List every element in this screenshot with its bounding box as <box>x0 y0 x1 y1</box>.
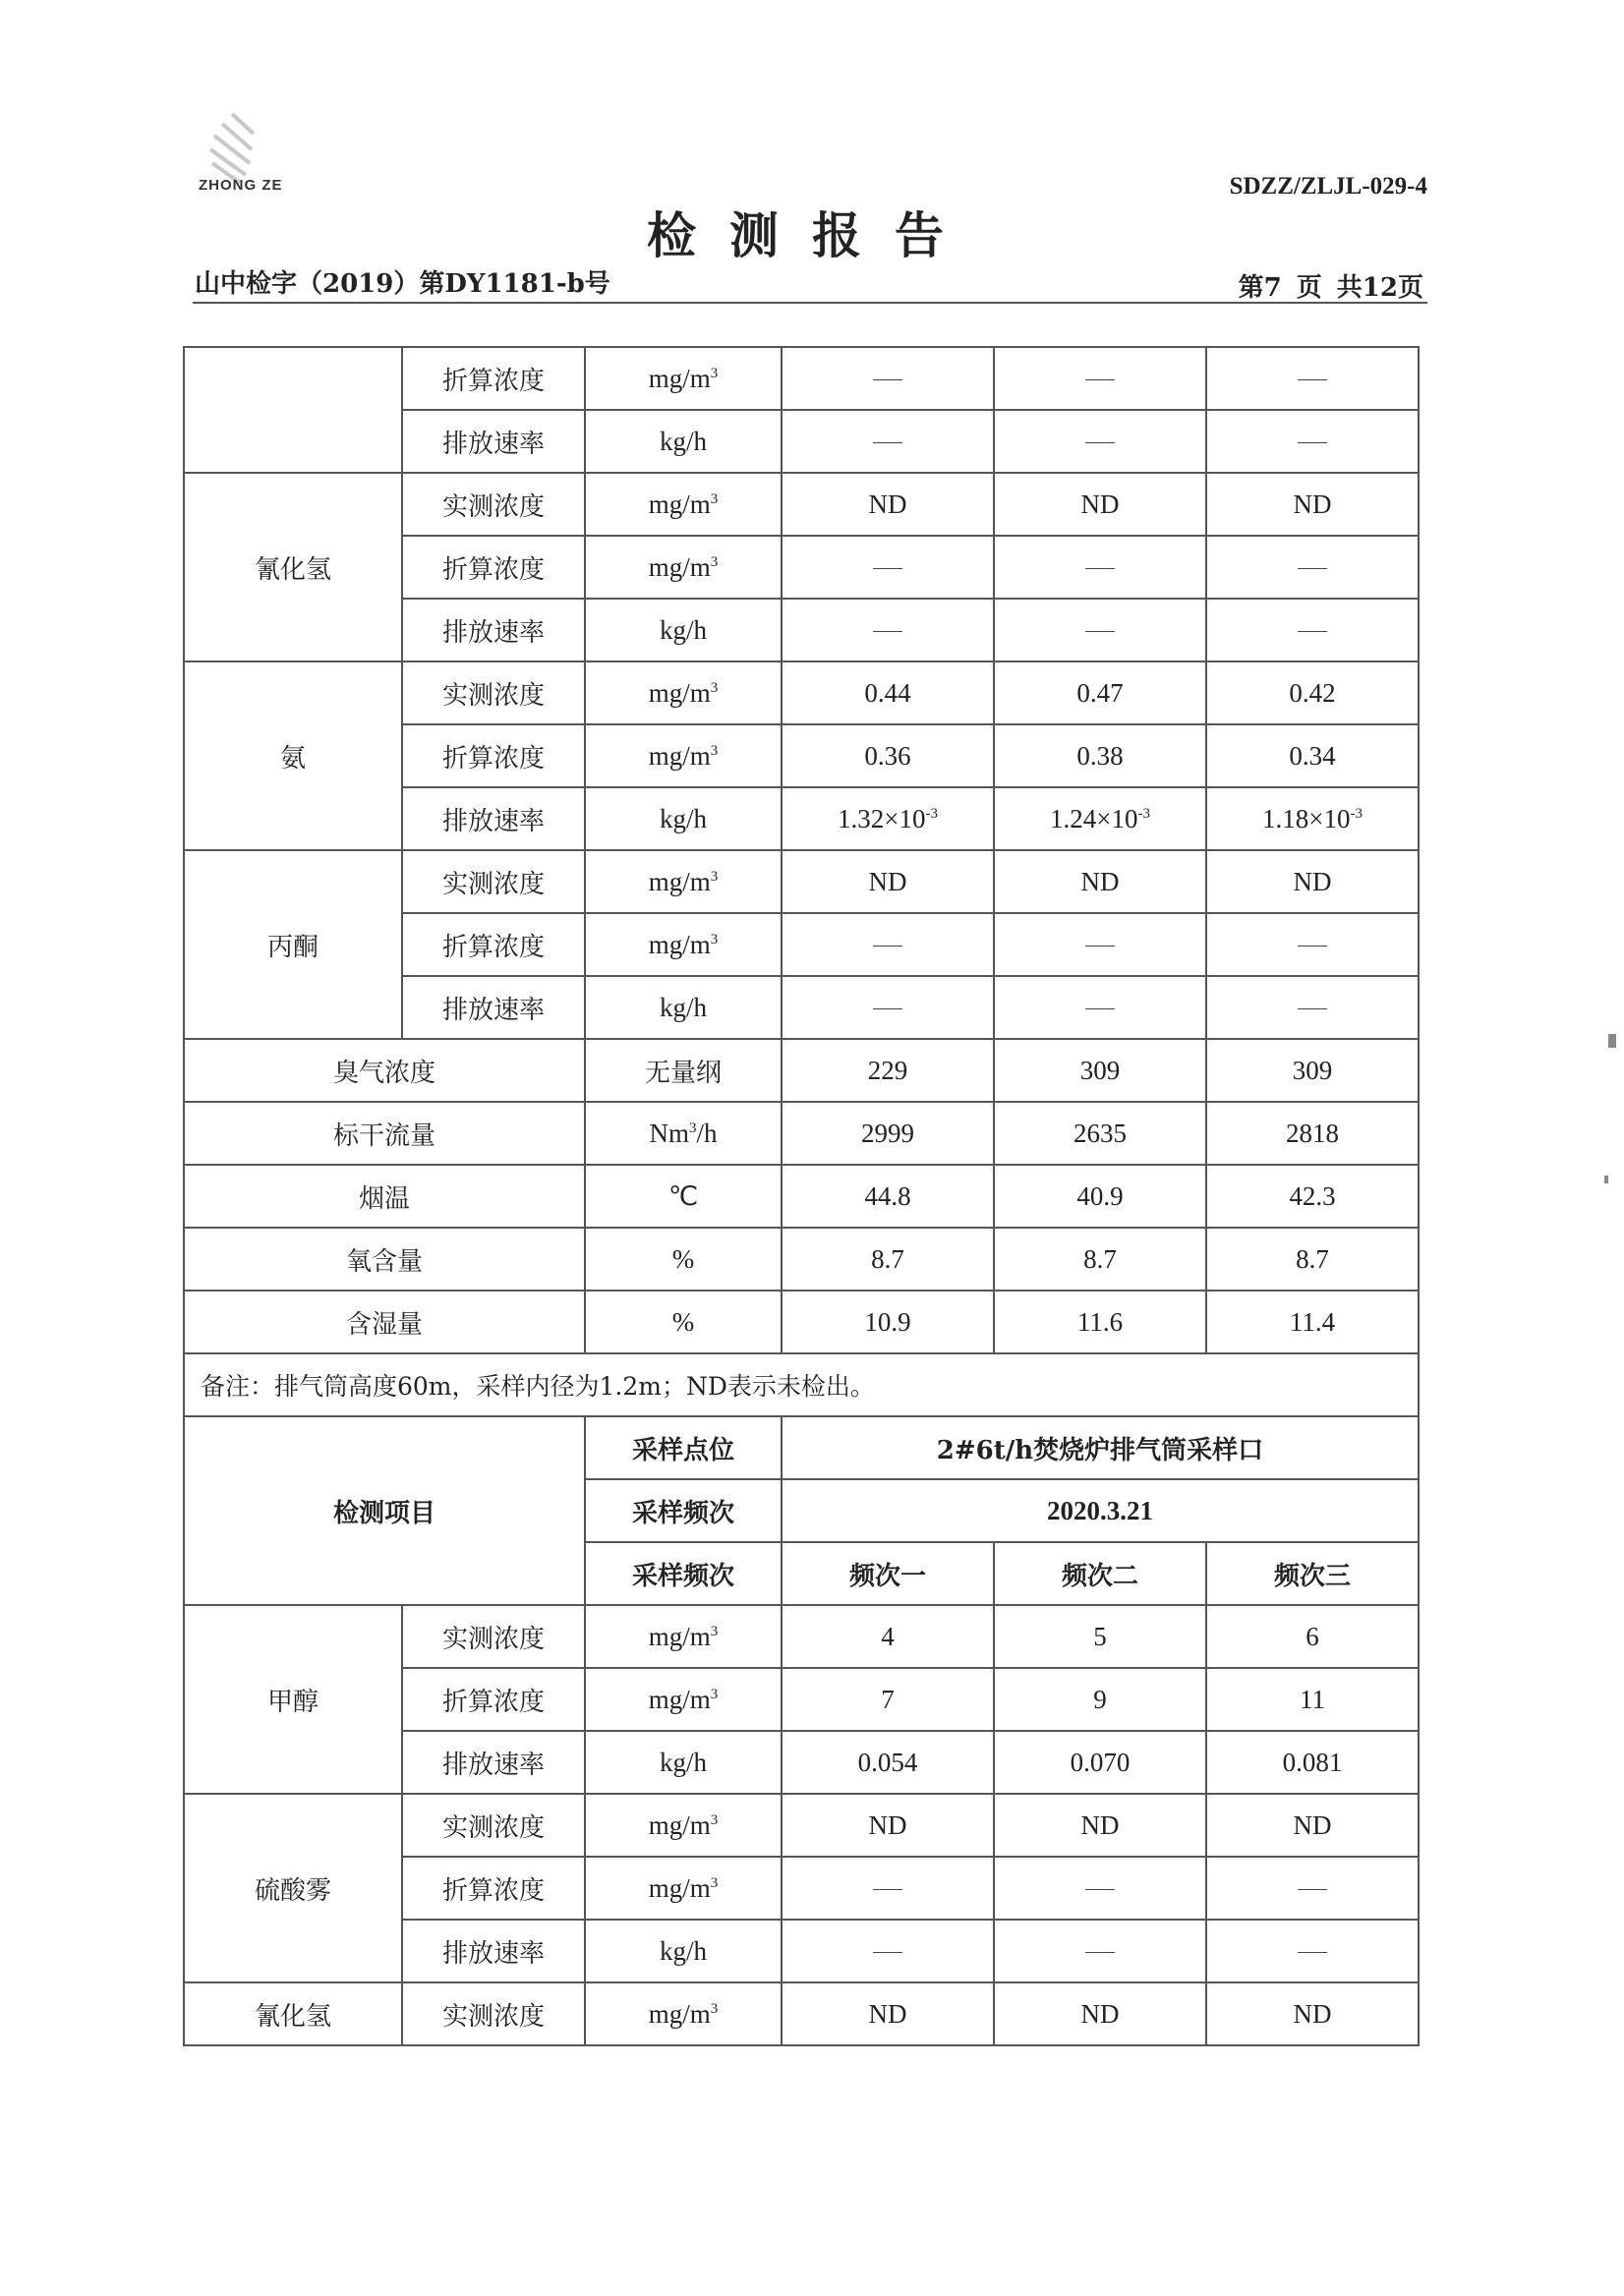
unit-cell: kg/h <box>585 599 782 661</box>
freq-header: 频次一 <box>782 1542 994 1605</box>
unit-cell: $mg/m^3$ <box>585 347 782 410</box>
value-cell: ND <box>782 1982 994 2045</box>
value-cell <box>994 599 1206 661</box>
unit-cell: $mg/m^3$ <box>585 1982 782 2045</box>
unit-cell: $mg/m^3$ <box>585 473 782 536</box>
param-label: 折算浓度 <box>402 1857 585 1920</box>
page-title: 检测报告 <box>647 206 977 264</box>
unit-cell: $mg/m^3$ <box>585 1857 782 1920</box>
value-cell: 0.47 <box>994 661 1206 724</box>
value-cell: 10.9 <box>782 1291 994 1353</box>
param-label: 排放速率 <box>402 1920 585 1982</box>
value-cell: ND <box>782 850 994 913</box>
pollutant-name: 硫酸雾 <box>184 1794 402 1982</box>
value-cell: 0.34 <box>1206 724 1419 787</box>
remarks-note: 备注：排气筒高度60m，采样内径为1.2m；ND表示未检出。 <box>184 1353 1419 1416</box>
table-row <box>184 1165 1419 1228</box>
param-label: 实测浓度 <box>402 1982 585 2045</box>
item-header: 检测项目 <box>184 1416 585 1605</box>
param-name: 烟温 <box>184 1165 585 1228</box>
freq-header: 频次二 <box>994 1542 1206 1605</box>
freq-header: 频次三 <box>1206 1542 1419 1605</box>
pollutant-name: 甲醇 <box>184 1605 402 1794</box>
pollutant-name: 氰化氢 <box>184 1982 402 2045</box>
value-cell <box>1206 1857 1419 1920</box>
value-cell <box>1206 347 1419 410</box>
value-cell: 8.7 <box>782 1228 994 1291</box>
value-cell: 9 <box>994 1668 1206 1731</box>
table-row <box>184 347 1419 410</box>
value-cell: 40.9 <box>994 1165 1206 1228</box>
table-row <box>184 1982 1419 2045</box>
value-cell: 11.4 <box>1206 1291 1419 1353</box>
table-row <box>184 473 1419 536</box>
unit-cell: $mg/m^3$ <box>585 536 782 599</box>
sampling-freq-label: 采样频次 <box>585 1479 782 1542</box>
unit-cell: Nm$^3$/h <box>585 1102 782 1165</box>
report-number: 山中检字（2019）第DY1181-b号 <box>195 269 610 299</box>
value-cell <box>994 536 1206 599</box>
param-label: 折算浓度 <box>402 1668 585 1731</box>
param-label: 排放速率 <box>402 976 585 1039</box>
pollutant-name: 氨 <box>184 661 402 850</box>
header-rule <box>193 302 1427 304</box>
page-info: 第7 页 共12页 <box>1238 273 1423 303</box>
unit-cell: kg/h <box>585 410 782 473</box>
table-row <box>184 1416 1419 1479</box>
param-label: 折算浓度 <box>402 347 585 410</box>
value-cell: ND <box>994 1794 1206 1857</box>
value-cell: 8.7 <box>1206 1228 1419 1291</box>
value-cell <box>994 410 1206 473</box>
pollutant-name: 丙酮 <box>184 850 402 1039</box>
value-cell <box>782 1920 994 1982</box>
sampling-freq-label: 采样频次 <box>585 1542 782 1605</box>
value-cell: 309 <box>1206 1039 1419 1102</box>
value-cell: 0.44 <box>782 661 994 724</box>
logo-text: ZHONG ZE <box>199 177 283 194</box>
unit-cell: kg/h <box>585 1731 782 1794</box>
value-cell: 11.6 <box>994 1291 1206 1353</box>
value-cell <box>782 410 994 473</box>
unit-cell: $mg/m^3$ <box>585 850 782 913</box>
document-code: SDZZ/ZLJL-029-4 <box>1229 173 1427 200</box>
param-label: 排放速率 <box>402 787 585 850</box>
value-cell: ND <box>1206 1794 1419 1857</box>
value-cell: 44.8 <box>782 1165 994 1228</box>
param-label: 折算浓度 <box>402 536 585 599</box>
value-cell <box>1206 599 1419 661</box>
unit-cell: kg/h <box>585 976 782 1039</box>
value-cell <box>1206 536 1419 599</box>
value-cell: 8.7 <box>994 1228 1206 1291</box>
value-cell: 309 <box>994 1039 1206 1102</box>
scan-mark <box>1608 1034 1616 1048</box>
unit-cell: kg/h <box>585 1920 782 1982</box>
param-name: 标干流量 <box>184 1102 585 1165</box>
sampling-date: 2020.3.21 <box>782 1479 1419 1542</box>
value-cell: $1.18\times 10^{-3}$ <box>1206 787 1419 850</box>
scan-mark <box>1604 1176 1608 1183</box>
value-cell: ND <box>1206 850 1419 913</box>
value-cell <box>782 347 994 410</box>
value-cell <box>782 536 994 599</box>
value-cell: 11 <box>1206 1668 1419 1731</box>
param-label: 实测浓度 <box>402 1794 585 1857</box>
param-label: 排放速率 <box>402 410 585 473</box>
value-cell: 5 <box>994 1605 1206 1668</box>
value-cell: ND <box>782 473 994 536</box>
table-row <box>184 1102 1419 1165</box>
value-cell: 229 <box>782 1039 994 1102</box>
unit-cell: $mg/m^3$ <box>585 1605 782 1668</box>
value-cell: 0.36 <box>782 724 994 787</box>
value-cell <box>994 976 1206 1039</box>
value-cell: 4 <box>782 1605 994 1668</box>
value-cell <box>1206 410 1419 473</box>
unit-cell: $mg/m^3$ <box>585 913 782 976</box>
param-label: 排放速率 <box>402 1731 585 1794</box>
param-label: 实测浓度 <box>402 850 585 913</box>
unit-cell: ℃ <box>585 1165 782 1228</box>
test-results-table <box>183 346 1420 2046</box>
value-cell: 0.054 <box>782 1731 994 1794</box>
value-cell: ND <box>782 1794 994 1857</box>
value-cell <box>782 599 994 661</box>
table-row <box>184 1794 1419 1857</box>
value-cell: 0.38 <box>994 724 1206 787</box>
sampling-point-label: 采样点位 <box>585 1416 782 1479</box>
pollutant-name: 氰化氢 <box>184 473 402 661</box>
value-cell <box>1206 913 1419 976</box>
table-row <box>184 1228 1419 1291</box>
param-name: 臭气浓度 <box>184 1039 585 1102</box>
param-label: 排放速率 <box>402 599 585 661</box>
value-cell <box>994 1857 1206 1920</box>
value-cell <box>782 976 994 1039</box>
value-cell: ND <box>1206 1982 1419 2045</box>
value-cell: ND <box>994 1982 1206 2045</box>
table-row <box>184 1039 1419 1102</box>
value-cell: ND <box>994 473 1206 536</box>
table-row <box>184 1605 1419 1668</box>
value-cell <box>782 1857 994 1920</box>
value-cell <box>782 913 994 976</box>
param-label: 实测浓度 <box>402 473 585 536</box>
value-cell: 2635 <box>994 1102 1206 1165</box>
value-cell: 0.081 <box>1206 1731 1419 1794</box>
value-cell: 6 <box>1206 1605 1419 1668</box>
value-cell <box>994 347 1206 410</box>
unit-cell: 无量纲 <box>585 1039 782 1102</box>
unit-cell: % <box>585 1228 782 1291</box>
value-cell: $1.32\times 10^{-3}$ <box>782 787 994 850</box>
unit-cell: $mg/m^3$ <box>585 661 782 724</box>
param-name: 氧含量 <box>184 1228 585 1291</box>
param-label: 折算浓度 <box>402 724 585 787</box>
value-cell: 0.42 <box>1206 661 1419 724</box>
value-cell <box>1206 976 1419 1039</box>
value-cell: 0.070 <box>994 1731 1206 1794</box>
param-label: 折算浓度 <box>402 913 585 976</box>
value-cell: ND <box>1206 473 1419 536</box>
value-cell: 42.3 <box>1206 1165 1419 1228</box>
value-cell <box>1206 1920 1419 1982</box>
table-row <box>184 1291 1419 1353</box>
unit-cell: kg/h <box>585 787 782 850</box>
unit-cell: $mg/m^3$ <box>585 1668 782 1731</box>
unit-cell: % <box>585 1291 782 1353</box>
unit-cell: $mg/m^3$ <box>585 724 782 787</box>
value-cell: ND <box>994 850 1206 913</box>
group-cell-continued <box>184 347 402 473</box>
param-name: 含湿量 <box>184 1291 585 1353</box>
value-cell: $1.24\times 10^{-3}$ <box>994 787 1206 850</box>
value-cell: 2818 <box>1206 1102 1419 1165</box>
value-cell <box>994 1920 1206 1982</box>
table-row <box>184 1353 1419 1416</box>
param-label: 实测浓度 <box>402 661 585 724</box>
param-label: 实测浓度 <box>402 1605 585 1668</box>
value-cell <box>994 913 1206 976</box>
sampling-point-value: 2#6t/h焚烧炉排气筒采样口 <box>782 1416 1419 1479</box>
value-cell: 7 <box>782 1668 994 1731</box>
value-cell: 2999 <box>782 1102 994 1165</box>
table-row <box>184 850 1419 913</box>
table-row <box>184 661 1419 724</box>
unit-cell: $mg/m^3$ <box>585 1794 782 1857</box>
